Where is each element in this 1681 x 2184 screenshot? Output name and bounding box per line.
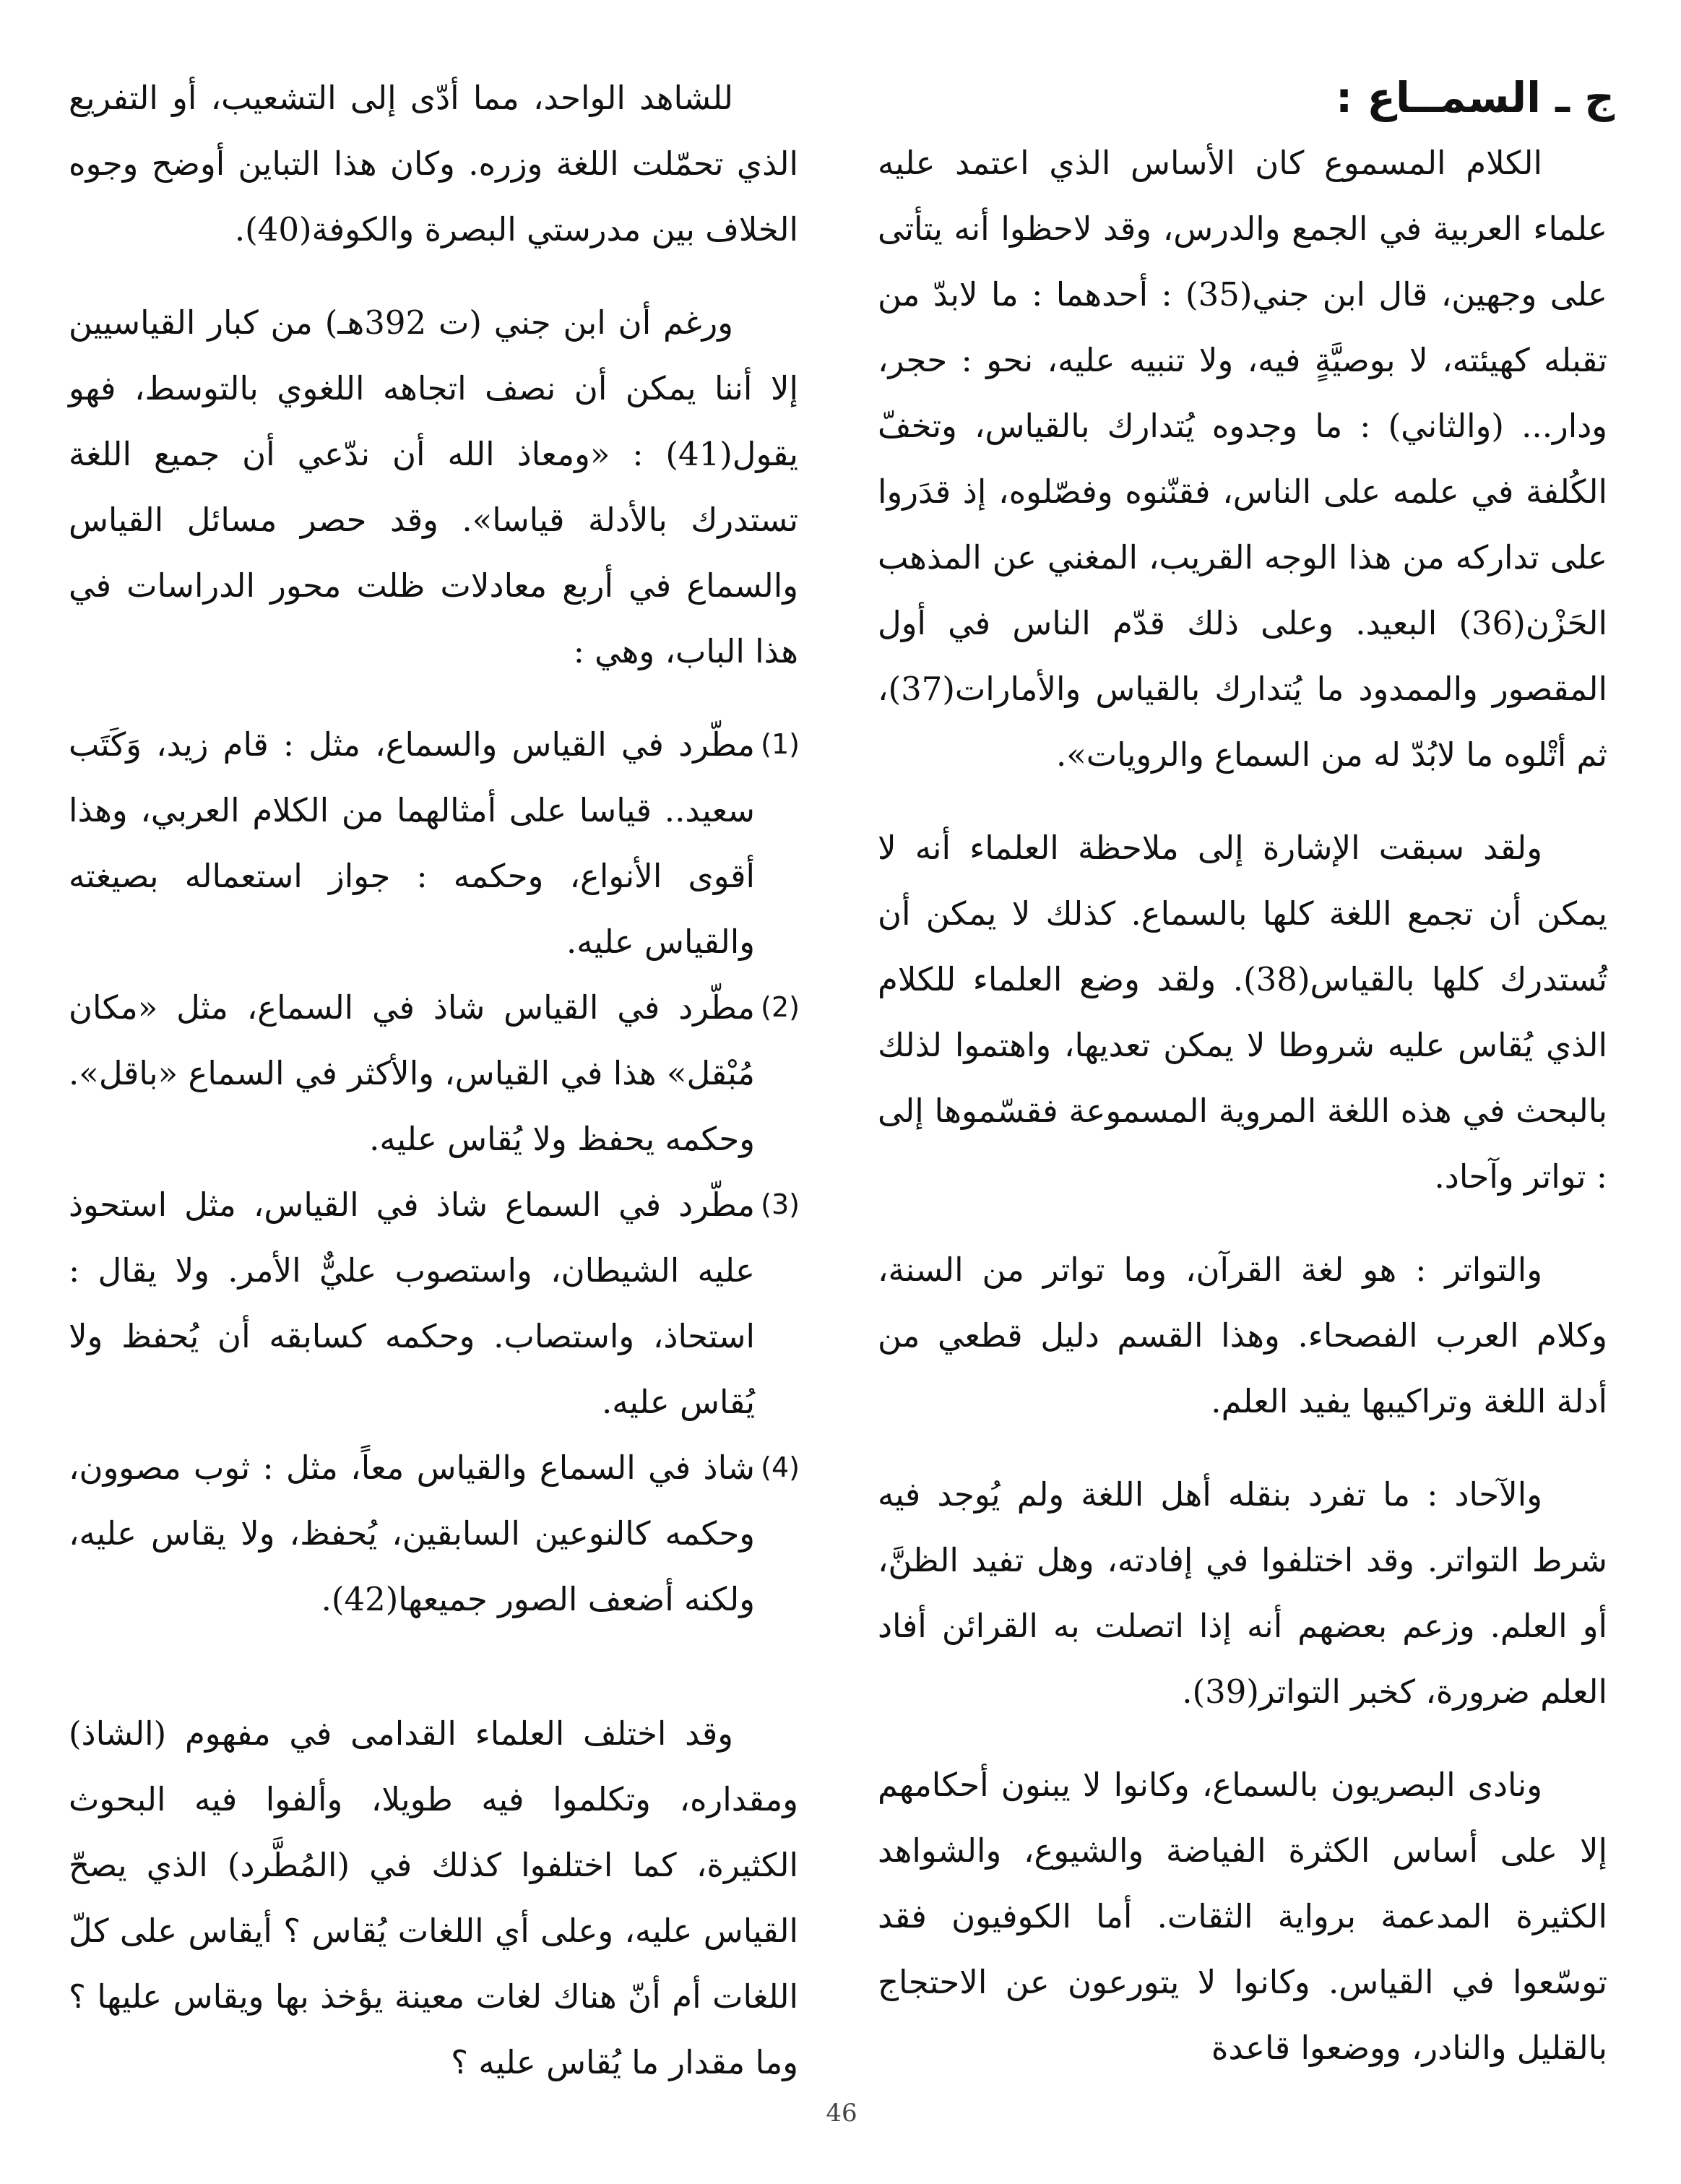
list-text: مطّرد في القياس شاذ في السماع، مثل «مكان مُبْقل» هذا في القياس، والأكثر في السماع «باقل». وحكمه يحفظ ولا يُقاس عليه.: [69, 988, 755, 1158]
closing-paragraph: وقد اختلف العلماء القدامى في مفهوم (الشاذ) ومقداره، وتكلموا فيه طويلا، وألفوا فيه البحوث الكثيرة، كما اختلفوا كذلك في (المُطَّرد) الذي يصحّ القياس عليه، وعلى أي اللغات يُقاس ؟ أيقاس على كلّ اللغات أم أنّ هناك لغات معينة يؤخذ بها ويقاس عليها ؟ وما مقدار ما يُقاس عليه ؟: [69, 1714, 798, 2081]
paragraph-6: للشاهد الواحد، مما أدّى إلى التشعيب، أو التفريع الذي تحمّلت اللغة وزره. وكان هذا التباين أوضح وجوه الخلاف بين مدرستي البصرة والكوفة(40).: [69, 79, 798, 249]
list-number: (2): [761, 991, 800, 1023]
list-number: (4): [761, 1451, 800, 1483]
page-number: 46: [826, 2099, 857, 2128]
list-item: [69, 1172, 798, 1435]
left-column: [69, 65, 798, 2095]
rules-list: [69, 712, 798, 1632]
paragraph-3: والتواتر : هو لغة القرآن، وما تواتر من السنة، وكلام العرب الفصحاء. وهذا القسم دليل قطعي من أدلة اللغة وتراكيبها يفيد العلم.: [878, 1251, 1607, 1420]
list-number: (3): [761, 1188, 800, 1220]
list-item: [69, 712, 798, 975]
list-text: مطّرد في السماع شاذ في القياس، مثل استحوذ عليه الشيطان، واستصوب عليٌّ الأمر. ولا يقال : استحاذ، واستصاب. وحكمه كسابقه أن يُحفظ ولا يُقاس عليه.: [69, 1186, 755, 1421]
right-column: [878, 65, 1615, 2081]
list-item: [69, 975, 798, 1172]
paragraph-4: والآحاد : ما تفرد بنقله أهل اللغة ولم يُوجد فيه شرط التواتر. وقد اختلفوا في إفادته، وهل تفيد الظنَّ، أو العلم. وزعم بعضهم أنه إذا اتصلت به القرائن أفاد العلم ضرورة، كخبر التواتر(39).: [878, 1475, 1607, 1711]
paragraph-7: ورغم أن ابن جني (ت 392هـ) من كبار القياسيين إلا أننا يمكن أن نصف اتجاهه اللغوي بالتوسط، فهو يقول(41) : «ومعاذ الله أن ندّعي أن جميع اللغة تستدرك بالأدلة قياسا». وقد حصر مسائل القياس والسماع في أربع معادلات ظلت محور الدراسات في هذا الباب، وهي :: [69, 303, 798, 670]
list-number: (1): [761, 728, 800, 760]
list-item: [69, 1435, 798, 1632]
paragraph-5: ونادى البصريون بالسماع، وكانوا لا يبنون أحكامهم إلا على أساس الكثرة الفياضة والشيوع، والشواهد الكثيرة المدعمة برواية الثقات. أما الكوفيون فقد توسّعوا في القياس. وكانوا لا يتورعون عن الاحتجاج بالقليل والنادر، ووضعوا قاعدة: [878, 1766, 1607, 2067]
paragraph-2: ولقد سبقت الإشارة إلى ملاحظة العلماء أنه لا يمكن أن تجمع اللغة كلها بالسماع. كذلك لا يمكن أن تُستدرك كلها بالقياس(38). ولقد وضع العلماء للكلام الذي يُقاس عليه شروطا لا يمكن تعديها، واهتموا لذلك بالبحث في هذه اللغة المروية المسموعة فقسّموها إلى : تواتر وآحاد.: [878, 829, 1607, 1196]
list-text: مطّرد في القياس والسماع، مثل : قام زيد، وَكَتَب سعيد.. قياسا على أمثالهما من الكلام العربي، وهذا أقوى الأنواع، وحكمه : جواز استعماله بصيغته والقياس عليه.: [69, 725, 755, 961]
section-heading: ج ـ السمــاع :: [1335, 73, 1615, 122]
list-text: شاذ في السماع والقياس معاً، مثل : ثوب مصوون، وحكمه كالنوعين السابقين، يُحفظ، ولا يقاس عليه، ولكنه أضعف الصور جميعها(42).: [69, 1449, 755, 1618]
paragraph-1: الكلام المسموع كان الأساس الذي اعتمد عليه علماء العربية في الجمع والدرس، وقد لاحظوا أنه يتأتى على وجهين، قال ابن جني(35) : أحدهما : ما لابدّ من تقبله كهيئته، لا بوصيَّةٍ فيه، ولا تنبيه عليه، نحو : حجر، ودار... (والثاني) : ما وجدوه يُتدارك بالقياس، وتخفّ الكُلفة في علمه على الناس، فقنّنوه وفصّلوه، إذ قدَروا على تداركه من هذا الوجه القريب، المغني عن المذهب الحَزْن(36) البعيد. وعلى ذلك قدّم الناس في أول المقصور والممدود ما يُتدارك بالقياس والأمارات(37)، ثم أتْلوه ما لابُدّ له من السماع والرويات».: [878, 144, 1607, 774]
